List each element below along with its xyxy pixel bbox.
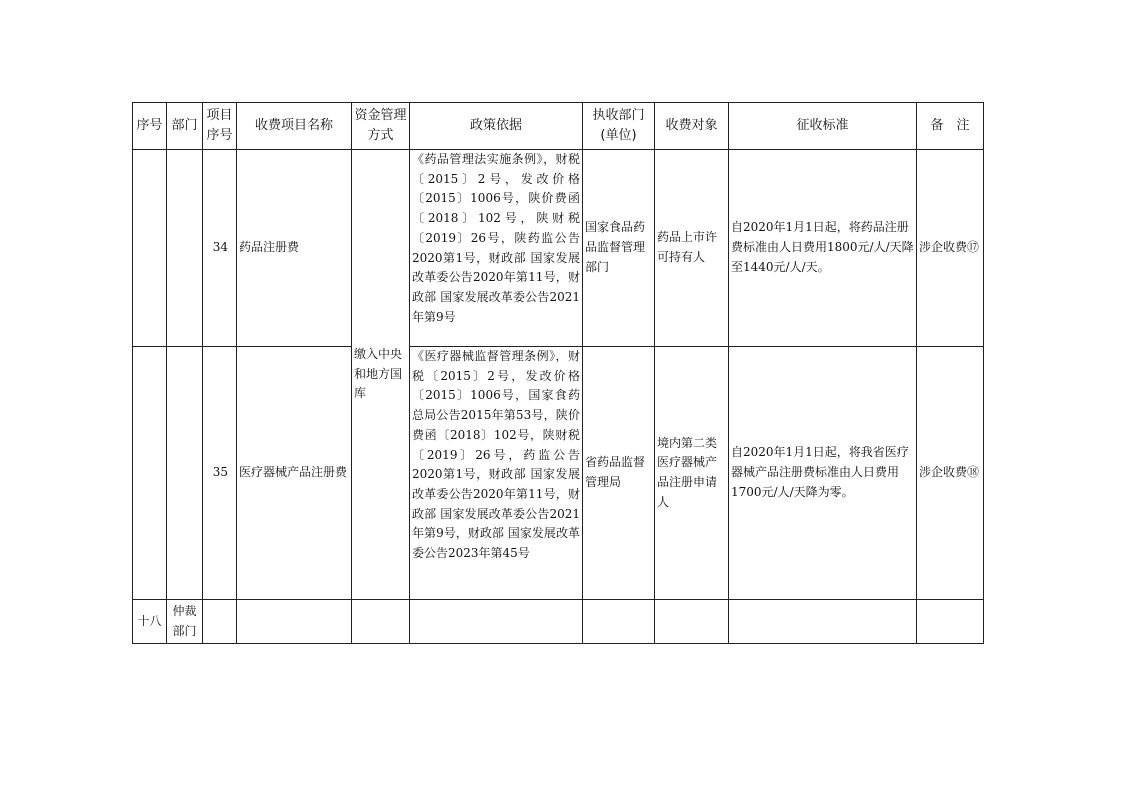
empty-cell	[917, 600, 984, 644]
row-payer: 境内第二类医疗器械产品注册申请人	[655, 347, 729, 600]
row-collector: 省药品监督管理局	[583, 347, 655, 600]
empty-cell	[410, 600, 583, 644]
row-item-seq: 35	[203, 347, 237, 600]
header-fee-name: 收费项目名称	[237, 103, 352, 150]
section-seq: 十八	[133, 600, 167, 644]
header-note: 备 注	[917, 103, 984, 150]
empty-cell	[203, 600, 237, 644]
section-dept: 仲裁部门	[167, 600, 203, 644]
header-standard: 征收标准	[729, 103, 917, 150]
fee-table	[132, 102, 984, 644]
row-item-seq: 34	[203, 150, 237, 347]
empty-cell	[352, 600, 410, 644]
header-payer: 收费对象	[655, 103, 729, 150]
row-standard: 自2020年1月1日起，将药品注册费标准由人日费用1800元/人/天降至1440元/人/天。	[729, 150, 917, 347]
section-row	[133, 600, 984, 644]
row-fee-name: 医疗器械产品注册费	[237, 347, 352, 600]
row-collector: 国家食品药品监督管理部门	[583, 150, 655, 347]
row-fee-name: 药品注册费	[237, 150, 352, 347]
header-dept: 部门	[167, 103, 203, 150]
table-row	[133, 347, 984, 600]
empty-cell	[583, 600, 655, 644]
row-payer: 药品上市许可持有人	[655, 150, 729, 347]
table-row	[133, 150, 984, 347]
header-policy: 政策依据	[410, 103, 583, 150]
row-dept	[167, 150, 203, 347]
row-standard: 自2020年1月1日起，将我省医疗器械产品注册费标准由人日费用1700元/人/天降为零。	[729, 347, 917, 600]
empty-cell	[655, 600, 729, 644]
row-dept	[167, 347, 203, 600]
header-seq: 序号	[133, 103, 167, 150]
header-item-seq: 项目序号	[203, 103, 237, 150]
row-seq	[133, 150, 167, 347]
row-seq	[133, 347, 167, 600]
empty-cell	[729, 600, 917, 644]
header-row	[133, 103, 984, 150]
header-collector: 执收部门(单位)	[583, 103, 655, 150]
empty-cell	[237, 600, 352, 644]
header-fund-mgmt: 资金管理方式	[352, 103, 410, 150]
row-policy: 《医疗器械监督管理条例》，财税〔2015〕2号，发改价格〔2015〕1006号，国家食药总局公告2015年第53号，陕价费函〔2018〕102号，陕财税〔2019〕26号，药监公告2020第1号，财政部 国家发展改革委公告2020年第11号，财政部 国家发展改革委公告2021年第9号，财政部 国家发展改革委公告2023年第45号	[410, 347, 583, 600]
row-policy: 《药品管理法实施条例》，财税〔2015〕2号，发改价格〔2015〕1006号，陕价费函〔2018〕102号，陕财税〔2019〕26号，陕药监公告2020第1号，财政部 国家发展改革委公告2020年第11号，财政部 国家发展改革委公告2021年第9号	[410, 150, 583, 347]
fund-mgmt-cell: 缴入中央和地方国库	[352, 150, 410, 600]
row-note: 涉企收费⑱	[917, 347, 984, 600]
row-note: 涉企收费⑰	[917, 150, 984, 347]
